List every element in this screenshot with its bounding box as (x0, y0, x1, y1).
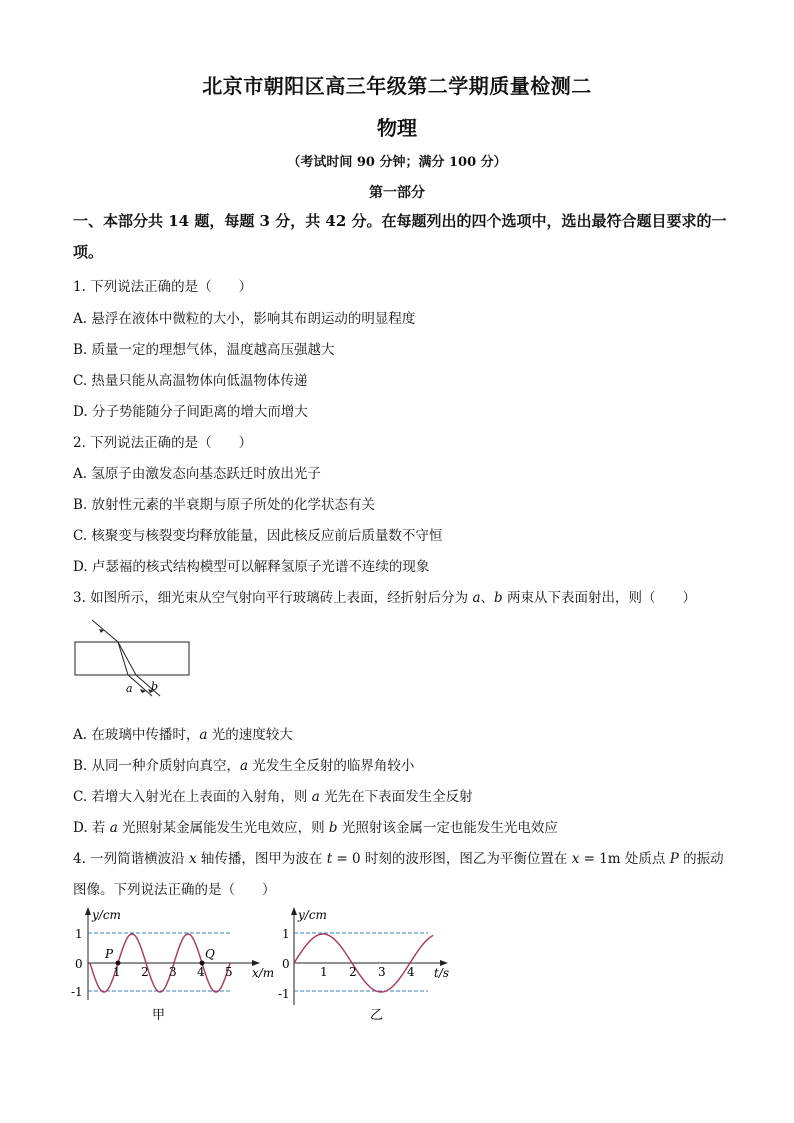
jia-label-q: Q (205, 947, 215, 961)
q1-stem: 1. 下列说法正确的是（ ） (73, 279, 253, 295)
label-b: b (151, 680, 159, 693)
q3-a-post: 光的速度较大 (207, 727, 293, 743)
jia-xtick-1: 1 (113, 965, 121, 979)
q3-d-pre: D. 若 (73, 820, 110, 836)
label-a: a (126, 682, 133, 695)
section-instruction: 一、本部分共 14 题，每题 3 分，共 42 分。在每题列出的四个选项中，选出最符合题目要求的一项。 (73, 212, 727, 261)
q4-pre: 4. 一列简谐横波沿 (73, 851, 189, 867)
q1-option-a: A. 悬浮在液体中微粒的大小，影响其布朗运动的明显程度 (73, 311, 416, 327)
q3-option-a (73, 723, 733, 743)
yi-xtick-4: 4 (407, 965, 415, 979)
yi-xtick-1: 1 (320, 965, 328, 979)
q3-stem (73, 586, 733, 606)
jia-xlabel: x/m (252, 966, 275, 980)
q3-a-pre: A. 在玻璃中传播时， (73, 727, 200, 743)
subject-title: 物理 (377, 116, 417, 140)
part-title: 第一部分 (369, 185, 425, 201)
q2-option-d: D. 卢瑟福的核式结构模型可以解释氢原子光谱不连续的现象 (73, 559, 430, 575)
q2-option-b: B. 放射性元素的半衰期与原子所处的化学状态有关 (73, 497, 376, 513)
q4-figure-jia (70, 905, 280, 1025)
jia-ylabel: y/cm (92, 908, 121, 922)
q4-t: t (326, 851, 333, 867)
q4-figure-yi (278, 905, 468, 1025)
incident-ray (92, 620, 118, 642)
yi-xlabel: t/s (434, 966, 450, 980)
jia-ytick-m1: -1 (71, 985, 83, 999)
q3-a-var: a (199, 727, 208, 743)
yi-y-arrow (291, 907, 297, 915)
q3-glass-figure (70, 618, 200, 700)
jia-caption: 甲 (152, 1008, 166, 1023)
jia-xtick-4: 4 (197, 965, 205, 979)
q4-mid3: = 1m 处质点 (579, 851, 670, 867)
q3-stem-post: 两束从下表面射出，则（ ） (502, 590, 696, 606)
q3-option-d (73, 816, 733, 836)
jia-y-arrow (85, 907, 91, 915)
q1-option-d: D. 分子势能随分子间距离的增大而增大 (73, 404, 308, 420)
q3-b-var: a (240, 758, 249, 774)
q3-b-post: 光发生全反射的临界角较小 (248, 758, 415, 774)
q3-option-b (73, 754, 733, 774)
q2-option-c: C. 核聚变与核裂变均释放能量，因此核反应前后质量数不守恒 (73, 528, 443, 544)
q4-stem-line1 (73, 847, 733, 867)
jia-xtick-5: 5 (225, 965, 233, 979)
q3-b-pre: B. 从同一种介质射向真空， (73, 758, 241, 774)
glass-slab (75, 642, 189, 675)
yi-ytick-0: 0 (282, 957, 290, 971)
q4-x2: x (571, 851, 580, 867)
q4-stem-line2: 图像。下列说法正确的是（ ） (73, 882, 276, 898)
q3-d-var1: a (109, 820, 118, 836)
q3-stem-b: b (494, 590, 503, 606)
yi-xtick-3: 3 (378, 965, 386, 979)
q4-x: x (188, 851, 197, 867)
yi-ytick-m1: -1 (278, 987, 290, 1001)
q2-stem: 2. 下列说法正确的是（ ） (73, 435, 253, 451)
yi-ylabel: y/cm (298, 908, 327, 922)
yi-ytick-1: 1 (282, 927, 290, 941)
exam-title: 北京市朝阳区高三年级第二学期质量检测二 (202, 74, 592, 98)
q1-option-b: B. 质量一定的理想气体，温度越高压强越大 (73, 342, 335, 358)
q3-c-var: a (311, 789, 320, 805)
yi-xtick-2: 2 (349, 965, 357, 979)
q3-d-mid: 光照射某金属能发生光电效应，则 (117, 820, 329, 836)
jia-label-p: P (105, 947, 114, 961)
q3-c-post: 光先在下表面发生全反射 (319, 789, 473, 805)
q1-option-c: C. 热量只能从高温物体向低温物体传递 (73, 373, 308, 389)
q4-post: 的振动 (678, 851, 724, 867)
exam-info: （考试时间 90 分钟；满分 100 分） (287, 155, 507, 170)
jia-ytick-1: 1 (75, 927, 83, 941)
q3-d-var2: b (328, 820, 338, 836)
q3-d-post: 光照射该金属一定也能发生光电效应 (337, 820, 558, 836)
q3-stem-pre: 3. 如图所示，细光束从空气射向平行玻璃砖上表面，经折射后分为 (73, 590, 473, 606)
q3-option-c (73, 785, 733, 805)
yi-caption: 乙 (370, 1008, 384, 1023)
q4-mid2: = 0 时刻的波形图，图乙为平衡位置在 (332, 851, 572, 867)
jia-xtick-2: 2 (141, 965, 149, 979)
jia-ytick-0: 0 (75, 957, 83, 971)
q3-c-pre: C. 若增大入射光在上表面的入射角，则 (73, 789, 312, 805)
q4-P: P (669, 851, 679, 867)
q4-mid: 轴传播，图甲为波在 (196, 851, 327, 867)
q2-option-a: A. 氢原子由激发态向基态跃迁时放出光子 (73, 466, 321, 482)
jia-xtick-3: 3 (169, 965, 177, 979)
q3-stem-a: a (472, 590, 481, 606)
q3-stem-sep: 、 (480, 590, 495, 606)
